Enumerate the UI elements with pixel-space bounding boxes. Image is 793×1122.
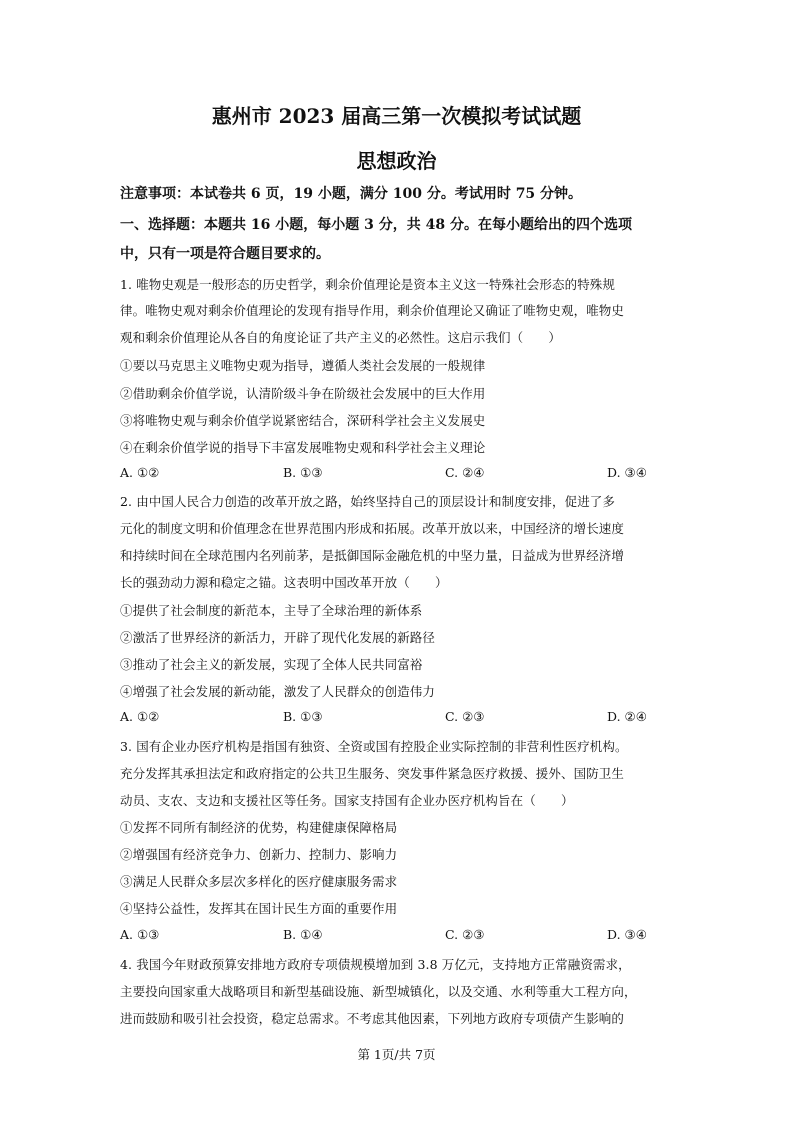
q1-stem-line: 观和剩余价值理论从各自的角度论证了共产主义的必然性。这启示我们（ ）: [120, 330, 562, 345]
q2-option-d[interactable]: D. ②④: [607, 709, 647, 724]
q3-statement: ④坚持公益性，发挥其在国计民生方面的重要作用: [120, 901, 398, 916]
q2-statement: ③推动了社会主义的新发展，实现了全体人民共同富裕: [120, 657, 423, 672]
q3-statement: ①发挥不同所有制经济的优势，构建健康保障格局: [120, 820, 398, 835]
subject-title: 思想政治: [356, 149, 437, 173]
q1-options: [120, 465, 680, 483]
q3-option-c[interactable]: C. ②③: [445, 927, 485, 942]
q2-option-c[interactable]: C. ②③: [445, 709, 485, 724]
q1-option-b[interactable]: B. ①③: [283, 465, 323, 480]
q1-statement: ③将唯物史观与剩余价值学说紧密结合，深研科学社会主义发展史: [120, 413, 486, 428]
q2-option-a[interactable]: A. ①②: [120, 709, 160, 724]
q3-stem-line: 充分发挥其承担法定和政府指定的公共卫生服务、突发事件紧急医疗救援、援外、国防卫生: [120, 766, 625, 781]
q3-stem-line: 3. 国有企业办医疗机构是指国有独资、全资或国有控股企业实际控制的非营利性医疗机构。: [120, 739, 628, 754]
q3-options: [120, 927, 680, 945]
q1-option-d[interactable]: D. ③④: [607, 465, 647, 480]
q1-option-a[interactable]: A. ①②: [120, 465, 160, 480]
q2-statement: ④增强了社会发展的新动能，激发了人民群众的创造伟力: [120, 684, 436, 699]
q1-statement: ①要以马克思主义唯物史观为指导，遵循人类社会发展的一般规律: [120, 358, 486, 373]
q2-stem-line: 元化的制度文明和价值理念在世界范围内形成和拓展。改革开放以来，中国经济的增长速度: [120, 521, 625, 536]
page-footer: 第 1页/共 7页: [357, 1047, 436, 1062]
q1-statement: ②借助剩余价值学说，认清阶级斗争在阶级社会发展中的巨大作用: [120, 386, 486, 401]
section-heading-line2: 中，只有一项是符合题目要求的。: [120, 246, 330, 262]
q2-stem-line: 长的强劲动力源和稳定之锚。这表明中国改革开放（ ）: [120, 575, 448, 590]
q3-stem-line: 动员、支农、支边和支援社区等任务。国家支持国有企业办医疗机构旨在（ ）: [120, 793, 574, 808]
q1-stem-line: 1. 唯物史观是一般形态的历史哲学，剩余价值理论是资本主义这一特殊社会形态的特殊规: [120, 277, 616, 292]
q2-stem-line: 2. 由中国人民合力创造的改革开放之路，始终坚持自己的顶层设计和制度安排，促进了多: [120, 494, 616, 509]
exam-notes: 注意事项：本试卷共 6 页，19 小题，满分 100 分。考试用时 75 分钟。: [120, 186, 583, 202]
q2-option-b[interactable]: B. ①③: [283, 709, 323, 724]
q4-stem-line: 4. 我国今年财政预算安排地方政府专项债规模增加到 3.8 万亿元，支持地方正常融资需求，: [120, 957, 631, 972]
q3-statement: ②增强国有经济竞争力、创新力、控制力、影响力: [120, 847, 398, 862]
q3-option-b[interactable]: B. ①④: [283, 927, 323, 942]
section-heading-line1: 一、选择题：本题共 16 小题，每小题 3 分，共 48 分。在每小题给出的四个选项: [120, 217, 632, 233]
q2-statement: ②激活了世界经济的新活力，开辟了现代化发展的新路径: [120, 630, 436, 645]
q3-statement: ③满足人民群众多层次多样化的医疗健康服务需求: [120, 874, 398, 889]
q4-stem-line: 主要投向国家重大战略项目和新型基础设施、新型城镇化，以及交通、水利等重大工程方向，: [120, 984, 637, 999]
q1-stem-line: 律。唯物史观对剩余价值理论的发现有指导作用，剩余价值理论又确证了唯物史观，唯物史: [120, 303, 625, 318]
q2-options: [120, 709, 680, 727]
q1-statement: ④在剩余价值学说的指导下丰富发展唯物史观和科学社会主义理论: [120, 440, 486, 455]
exam-title: 惠州市 2023 届高三第一次模拟考试试题: [211, 104, 582, 128]
q3-option-a[interactable]: A. ①③: [120, 927, 160, 942]
q4-stem-line: 进而鼓励和吸引社会投资，稳定总需求。不考虑其他因素，下列地方政府专项债产生影响的: [120, 1011, 625, 1026]
q3-option-d[interactable]: D. ③④: [607, 927, 647, 942]
q2-stem-line: 和持续时间在全球范围内名列前茅，是抵御国际金融危机的中坚力量，日益成为世界经济增: [120, 548, 625, 563]
q1-option-c[interactable]: C. ②④: [445, 465, 485, 480]
q2-statement: ①提供了社会制度的新范本，主导了全球治理的新体系: [120, 603, 423, 618]
